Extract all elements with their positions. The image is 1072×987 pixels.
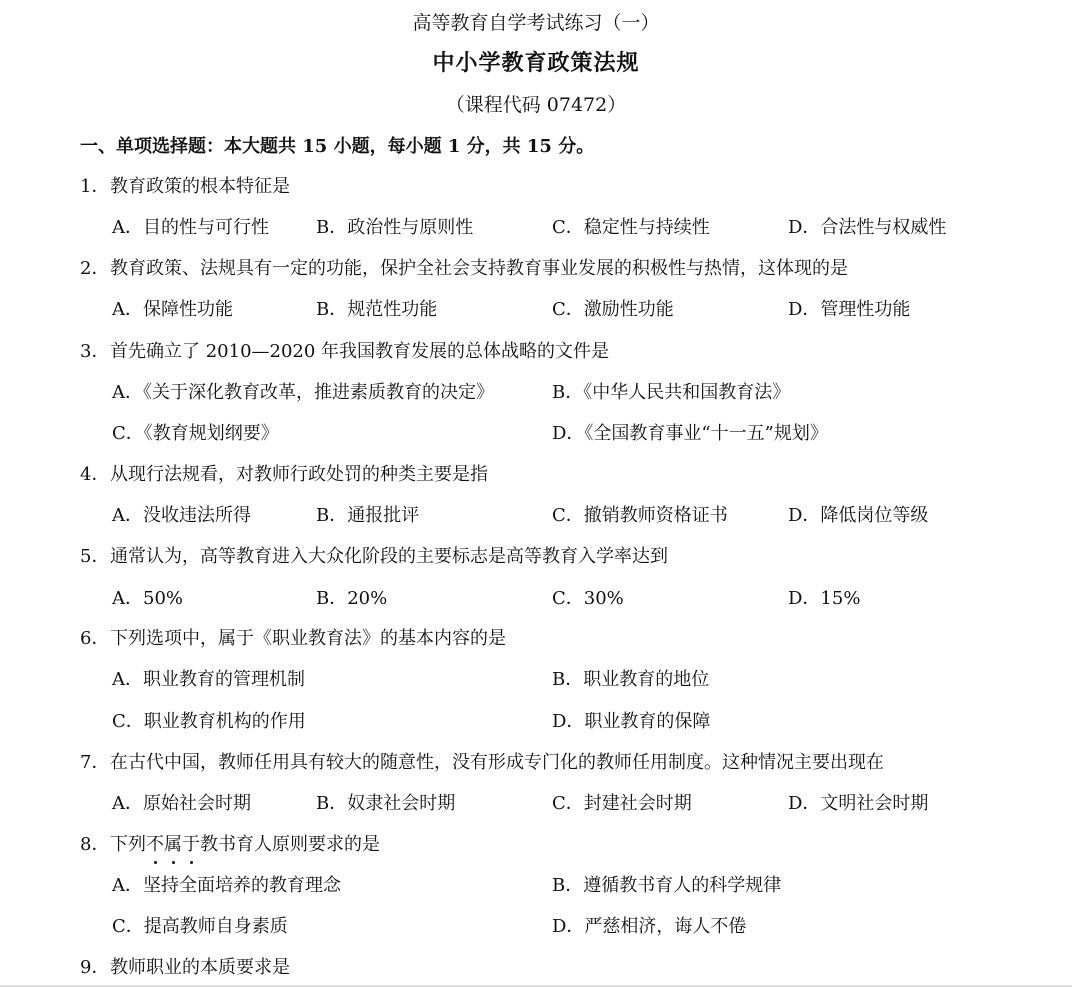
option-a: A．目的性与可行性 bbox=[112, 217, 269, 238]
option-b: B．遵循教书育人的科学规律 bbox=[552, 875, 782, 896]
question-3 bbox=[80, 341, 609, 363]
question-text: 教育政策的根本特征是 bbox=[110, 176, 290, 197]
option-b: B．《中华人民共和国教育法》 bbox=[552, 382, 791, 403]
option-a: A．保障性功能 bbox=[112, 299, 233, 320]
option-d: D．文明社会时期 bbox=[788, 793, 929, 814]
option-c: C．职业教育机构的作用 bbox=[112, 711, 306, 732]
option-c: C．封建社会时期 bbox=[552, 793, 692, 814]
question-number: 8． bbox=[80, 834, 110, 855]
option-a: A．坚持全面培养的教育理念 bbox=[112, 875, 341, 896]
question-2 bbox=[80, 258, 848, 280]
question-text: 下列选项中，属于《职业教育法》的基本内容的是 bbox=[110, 628, 506, 649]
emphasis-char: 不 bbox=[146, 834, 164, 855]
option-c: C．提高教师自身素质 bbox=[112, 916, 288, 937]
option-a: A．职业教育的管理机制 bbox=[112, 669, 305, 690]
question-7 bbox=[80, 752, 884, 774]
question-4 bbox=[80, 464, 488, 486]
question-5 bbox=[80, 546, 668, 568]
option-d: D．严慈相济，诲人不倦 bbox=[552, 916, 747, 937]
option-a: A．没收违法所得 bbox=[112, 505, 251, 526]
option-d: D．降低岗位等级 bbox=[788, 505, 929, 526]
option-b: B．奴隶社会时期 bbox=[316, 793, 456, 814]
option-a: A．《关于深化教育改革，推进素质教育的决定》 bbox=[112, 382, 494, 403]
question-6 bbox=[80, 628, 506, 650]
option-b: B．政治性与原则性 bbox=[316, 217, 474, 238]
question-text-before: 下列 bbox=[110, 834, 146, 855]
option-d: D．职业教育的保障 bbox=[552, 711, 711, 732]
question-text: 教育政策、法规具有一定的功能，保护全社会支持教育事业发展的积极性与热情，这体现的是 bbox=[110, 258, 848, 279]
option-b: B．职业教育的地位 bbox=[552, 669, 710, 690]
option-a: A．50% bbox=[112, 588, 184, 609]
section-heading: 一、单项选择题：本大题共 15 小题，每小题 1 分，共 15 分。 bbox=[80, 136, 595, 157]
question-number: 2． bbox=[80, 258, 110, 279]
option-d: D．15% bbox=[788, 588, 861, 609]
question-number: 7． bbox=[80, 752, 110, 773]
option-b: B．通报批评 bbox=[316, 505, 420, 526]
question-text-after: 教书育人原则要求的是 bbox=[200, 834, 380, 855]
question-text: 通常认为，高等教育进入大众化阶段的主要标志是高等教育入学率达到 bbox=[110, 546, 668, 567]
emphasized-negation bbox=[146, 834, 200, 855]
option-b: B．20% bbox=[316, 588, 388, 609]
option-d: D．合法性与权威性 bbox=[788, 217, 947, 238]
question-9 bbox=[80, 957, 290, 979]
option-c: C．稳定性与持续性 bbox=[552, 217, 710, 238]
question-number: 4． bbox=[80, 464, 110, 485]
emphasis-char: 属 bbox=[164, 834, 182, 855]
option-d: D．管理性功能 bbox=[788, 299, 911, 320]
question-1 bbox=[80, 176, 290, 198]
question-number: 5． bbox=[80, 546, 110, 567]
question-text: 在古代中国，教师任用具有较大的随意性，没有形成专门化的教师任用制度。这种情况主要出现在 bbox=[110, 752, 884, 773]
question-text: 教师职业的本质要求是 bbox=[110, 957, 290, 978]
course-title: 中小学教育政策法规 bbox=[432, 50, 640, 76]
exam-title: 高等教育自学考试练习（一） bbox=[412, 12, 660, 34]
option-a: A．原始社会时期 bbox=[112, 793, 251, 814]
course-code: （课程代码 07472） bbox=[445, 94, 627, 116]
option-c: C．30% bbox=[552, 588, 624, 609]
option-b: B．规范性功能 bbox=[316, 299, 438, 320]
emphasis-char: 于 bbox=[182, 834, 200, 855]
option-c: C．激励性功能 bbox=[552, 299, 674, 320]
question-text: 首先确立了 2010—2020 年我国教育发展的总体战略的文件是 bbox=[110, 341, 610, 362]
option-c: C．《教育规划纲要》 bbox=[112, 423, 279, 444]
question-number: 1． bbox=[80, 176, 110, 197]
option-c: C．撤销教师资格证书 bbox=[552, 505, 728, 526]
question-8 bbox=[80, 834, 380, 856]
question-number: 3． bbox=[80, 341, 110, 362]
question-number: 6． bbox=[80, 628, 110, 649]
question-text: 从现行法规看，对教师行政处罚的种类主要是指 bbox=[110, 464, 488, 485]
question-number: 9． bbox=[80, 957, 110, 978]
option-d: D．《全国教育事业“十一五”规划》 bbox=[552, 423, 828, 444]
